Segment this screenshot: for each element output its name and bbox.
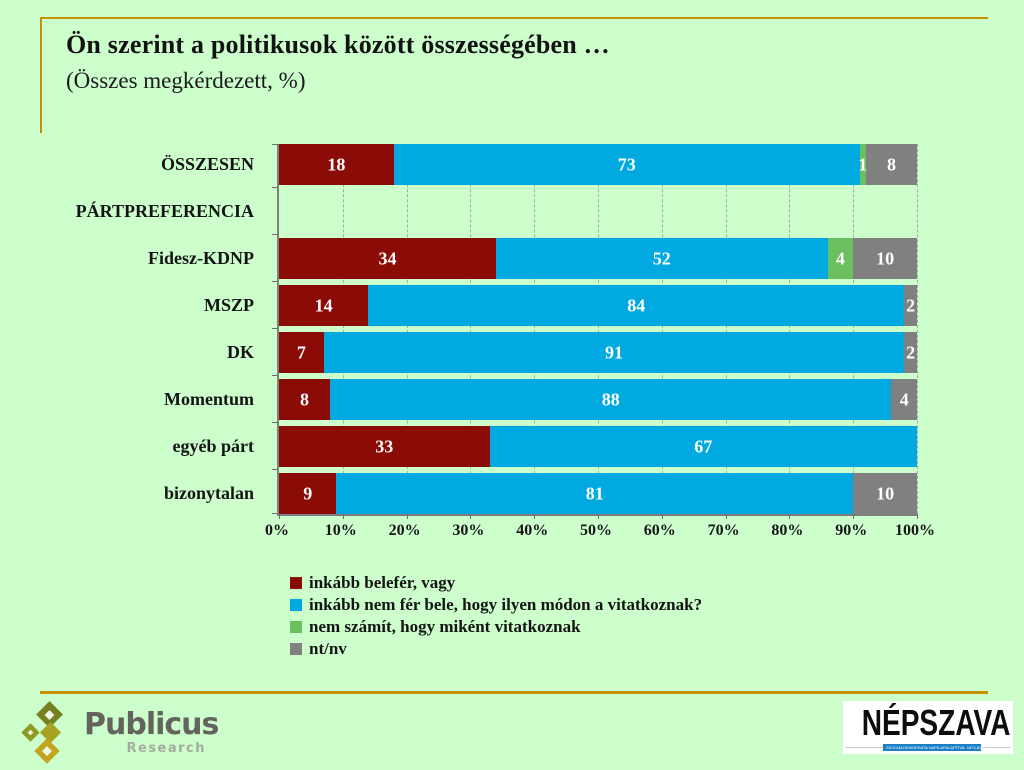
legend-label: nem számít, hogy miként vitatkoznak: [309, 617, 581, 636]
y-axis-tick: [272, 144, 278, 145]
bar-value-label: 8: [886, 154, 896, 174]
chart-legend: [290, 572, 702, 660]
bar-segment: [394, 144, 860, 185]
category-label: egyéb párt: [172, 436, 254, 456]
bar-segment: [336, 473, 853, 514]
bar-value-label: 2: [906, 295, 916, 315]
bar-segment: [279, 238, 496, 279]
legend-swatch: [290, 643, 302, 655]
bar-value-label: 2: [906, 342, 916, 362]
bar-value-label: 10: [876, 248, 895, 268]
category-label: DK: [227, 342, 254, 362]
y-axis-tick: [272, 422, 278, 423]
page-title: Ön szerint a politikusok között összességében …: [66, 30, 610, 59]
bar-segment: [279, 144, 394, 185]
x-axis-tick: [279, 514, 280, 519]
category-label: bizonytalan: [163, 483, 254, 503]
x-axis-tick-label: 0%: [265, 522, 289, 539]
category-labels: [0, 144, 262, 514]
bar-value-label: 4: [835, 248, 845, 268]
bar-segment: [904, 332, 917, 373]
bar-segment: [891, 379, 917, 420]
bar-value-label: 1: [858, 154, 868, 174]
bottom-accent-line: [40, 691, 988, 694]
bar-segment: [853, 238, 917, 279]
bar-value-label: 67: [694, 436, 713, 456]
category-label: Fidesz-KDNP: [148, 248, 254, 268]
y-axis-tick: [272, 375, 278, 376]
x-axis-tick-label: 60%: [643, 522, 676, 539]
bar-row: [279, 191, 917, 232]
x-axis-tick: [534, 514, 535, 519]
bar-row: [279, 238, 917, 279]
legend-item: [290, 594, 702, 616]
bar-segment: [904, 285, 917, 326]
x-axis-tick: [726, 514, 727, 519]
bar-value-label: 73: [617, 154, 636, 174]
x-axis-tick: [598, 514, 599, 519]
x-axis-tick-label: 100%: [895, 522, 935, 539]
category-label: ÖSSZESEN: [160, 154, 254, 174]
bar-row: [279, 426, 917, 467]
y-axis-tick: [272, 187, 278, 188]
y-axis-tick: [272, 234, 278, 235]
category-label: MSZP: [203, 295, 254, 315]
legend-item: [290, 572, 702, 594]
bar-row: [279, 473, 917, 514]
category-label: PÁRTPREFERENCIA: [75, 201, 254, 221]
bar-segment: [279, 473, 336, 514]
x-axis-tick: [853, 514, 854, 519]
x-axis-tick-label: 70%: [707, 522, 740, 539]
x-axis-tick: [662, 514, 663, 519]
bar-segment: [324, 332, 905, 373]
legend-swatch: [290, 599, 302, 611]
y-axis-tick: [272, 281, 278, 282]
bar-segment: [330, 379, 891, 420]
diamond-shape: [34, 738, 59, 763]
x-axis-tick: [407, 514, 408, 519]
page-subtitle: (Összes megkérdezett, %): [66, 68, 306, 93]
bar-value-label: 8: [300, 389, 310, 409]
bar-value-label: 81: [585, 483, 604, 503]
bar-segment: [496, 238, 828, 279]
bar-value-label: 33: [375, 436, 394, 456]
bar-value-label: 34: [378, 248, 397, 268]
nepszava-wordmark: NÉPSZAVA: [861, 702, 1011, 743]
legend-swatch: [290, 577, 302, 589]
category-label: Momentum: [164, 389, 254, 409]
x-axis-tick-label: 90%: [835, 522, 868, 539]
publicus-diamonds-icon: [22, 704, 78, 762]
x-axis-tick: [917, 514, 918, 519]
bar-value-label: 14: [314, 295, 333, 315]
left-accent-line: [40, 17, 42, 133]
y-axis-tick: [272, 469, 278, 470]
bar-value-label: 91: [604, 342, 623, 362]
x-axis-tick-label: 30%: [452, 522, 485, 539]
bar-value-label: 52: [652, 248, 671, 268]
legend-item: [290, 616, 702, 638]
legend-label: inkább nem fér bele, hogy ilyen módon a vitatkoznak?: [309, 595, 703, 614]
bar-segment: [866, 144, 917, 185]
bar-row: [279, 285, 917, 326]
legend-item: [290, 638, 702, 660]
bar-segment: [279, 426, 490, 467]
publicus-research-label: Research: [126, 741, 206, 756]
bar-value-label: 7: [296, 342, 306, 362]
legend-label: inkább belefér, vagy: [309, 573, 456, 592]
bar-segment: [279, 285, 368, 326]
bar-segment: [368, 285, 904, 326]
nepszava-logo: [843, 701, 1013, 754]
x-axis-tick-label: 10%: [324, 522, 357, 539]
x-axis-tick: [470, 514, 471, 519]
legend-swatch: [290, 621, 302, 633]
plot-area: [277, 144, 917, 516]
y-axis-tick: [272, 328, 278, 329]
bar-segment: [853, 473, 917, 514]
bar-row: [279, 144, 917, 185]
bar-value-label: 18: [327, 154, 346, 174]
bar-segment: [279, 379, 330, 420]
publicus-logo: [22, 702, 252, 762]
publicus-wordmark: Publicus: [84, 707, 219, 742]
nepszava-tagline-right: ALAPÍTVA: 1873-BAN: [945, 744, 986, 750]
x-axis-tick-label: 20%: [388, 522, 421, 539]
bar-value-label: 9: [303, 483, 313, 503]
x-axis-tick: [343, 514, 344, 519]
bar-segment: [279, 332, 324, 373]
bar-value-label: 4: [899, 389, 909, 409]
nepszava-tagline-band: [883, 744, 986, 751]
bar-row: [279, 332, 917, 373]
top-accent-line: [40, 17, 988, 19]
x-axis-tick: [789, 514, 790, 519]
legend-label: nt/nv: [309, 639, 347, 658]
bar-value-label: 84: [627, 295, 646, 315]
bar-value-label: 88: [601, 389, 620, 409]
bar-segment: [490, 426, 917, 467]
bar-value-label: 10: [876, 483, 895, 503]
bar-row: [279, 379, 917, 420]
x-axis-tick-label: 50%: [580, 522, 612, 539]
gridline: [917, 144, 918, 514]
diamond-shape: [40, 722, 61, 743]
x-axis-labels: [265, 522, 935, 542]
bar-segment: [828, 238, 854, 279]
nepszava-tagline-left: SZOCIÁLDEMOKRATA NAPILAP: [886, 744, 946, 750]
diamond-shape: [21, 723, 39, 741]
x-axis-tick-label: 80%: [771, 522, 804, 539]
y-axis-tick: [272, 513, 278, 514]
x-axis-tick-label: 40%: [516, 522, 549, 539]
